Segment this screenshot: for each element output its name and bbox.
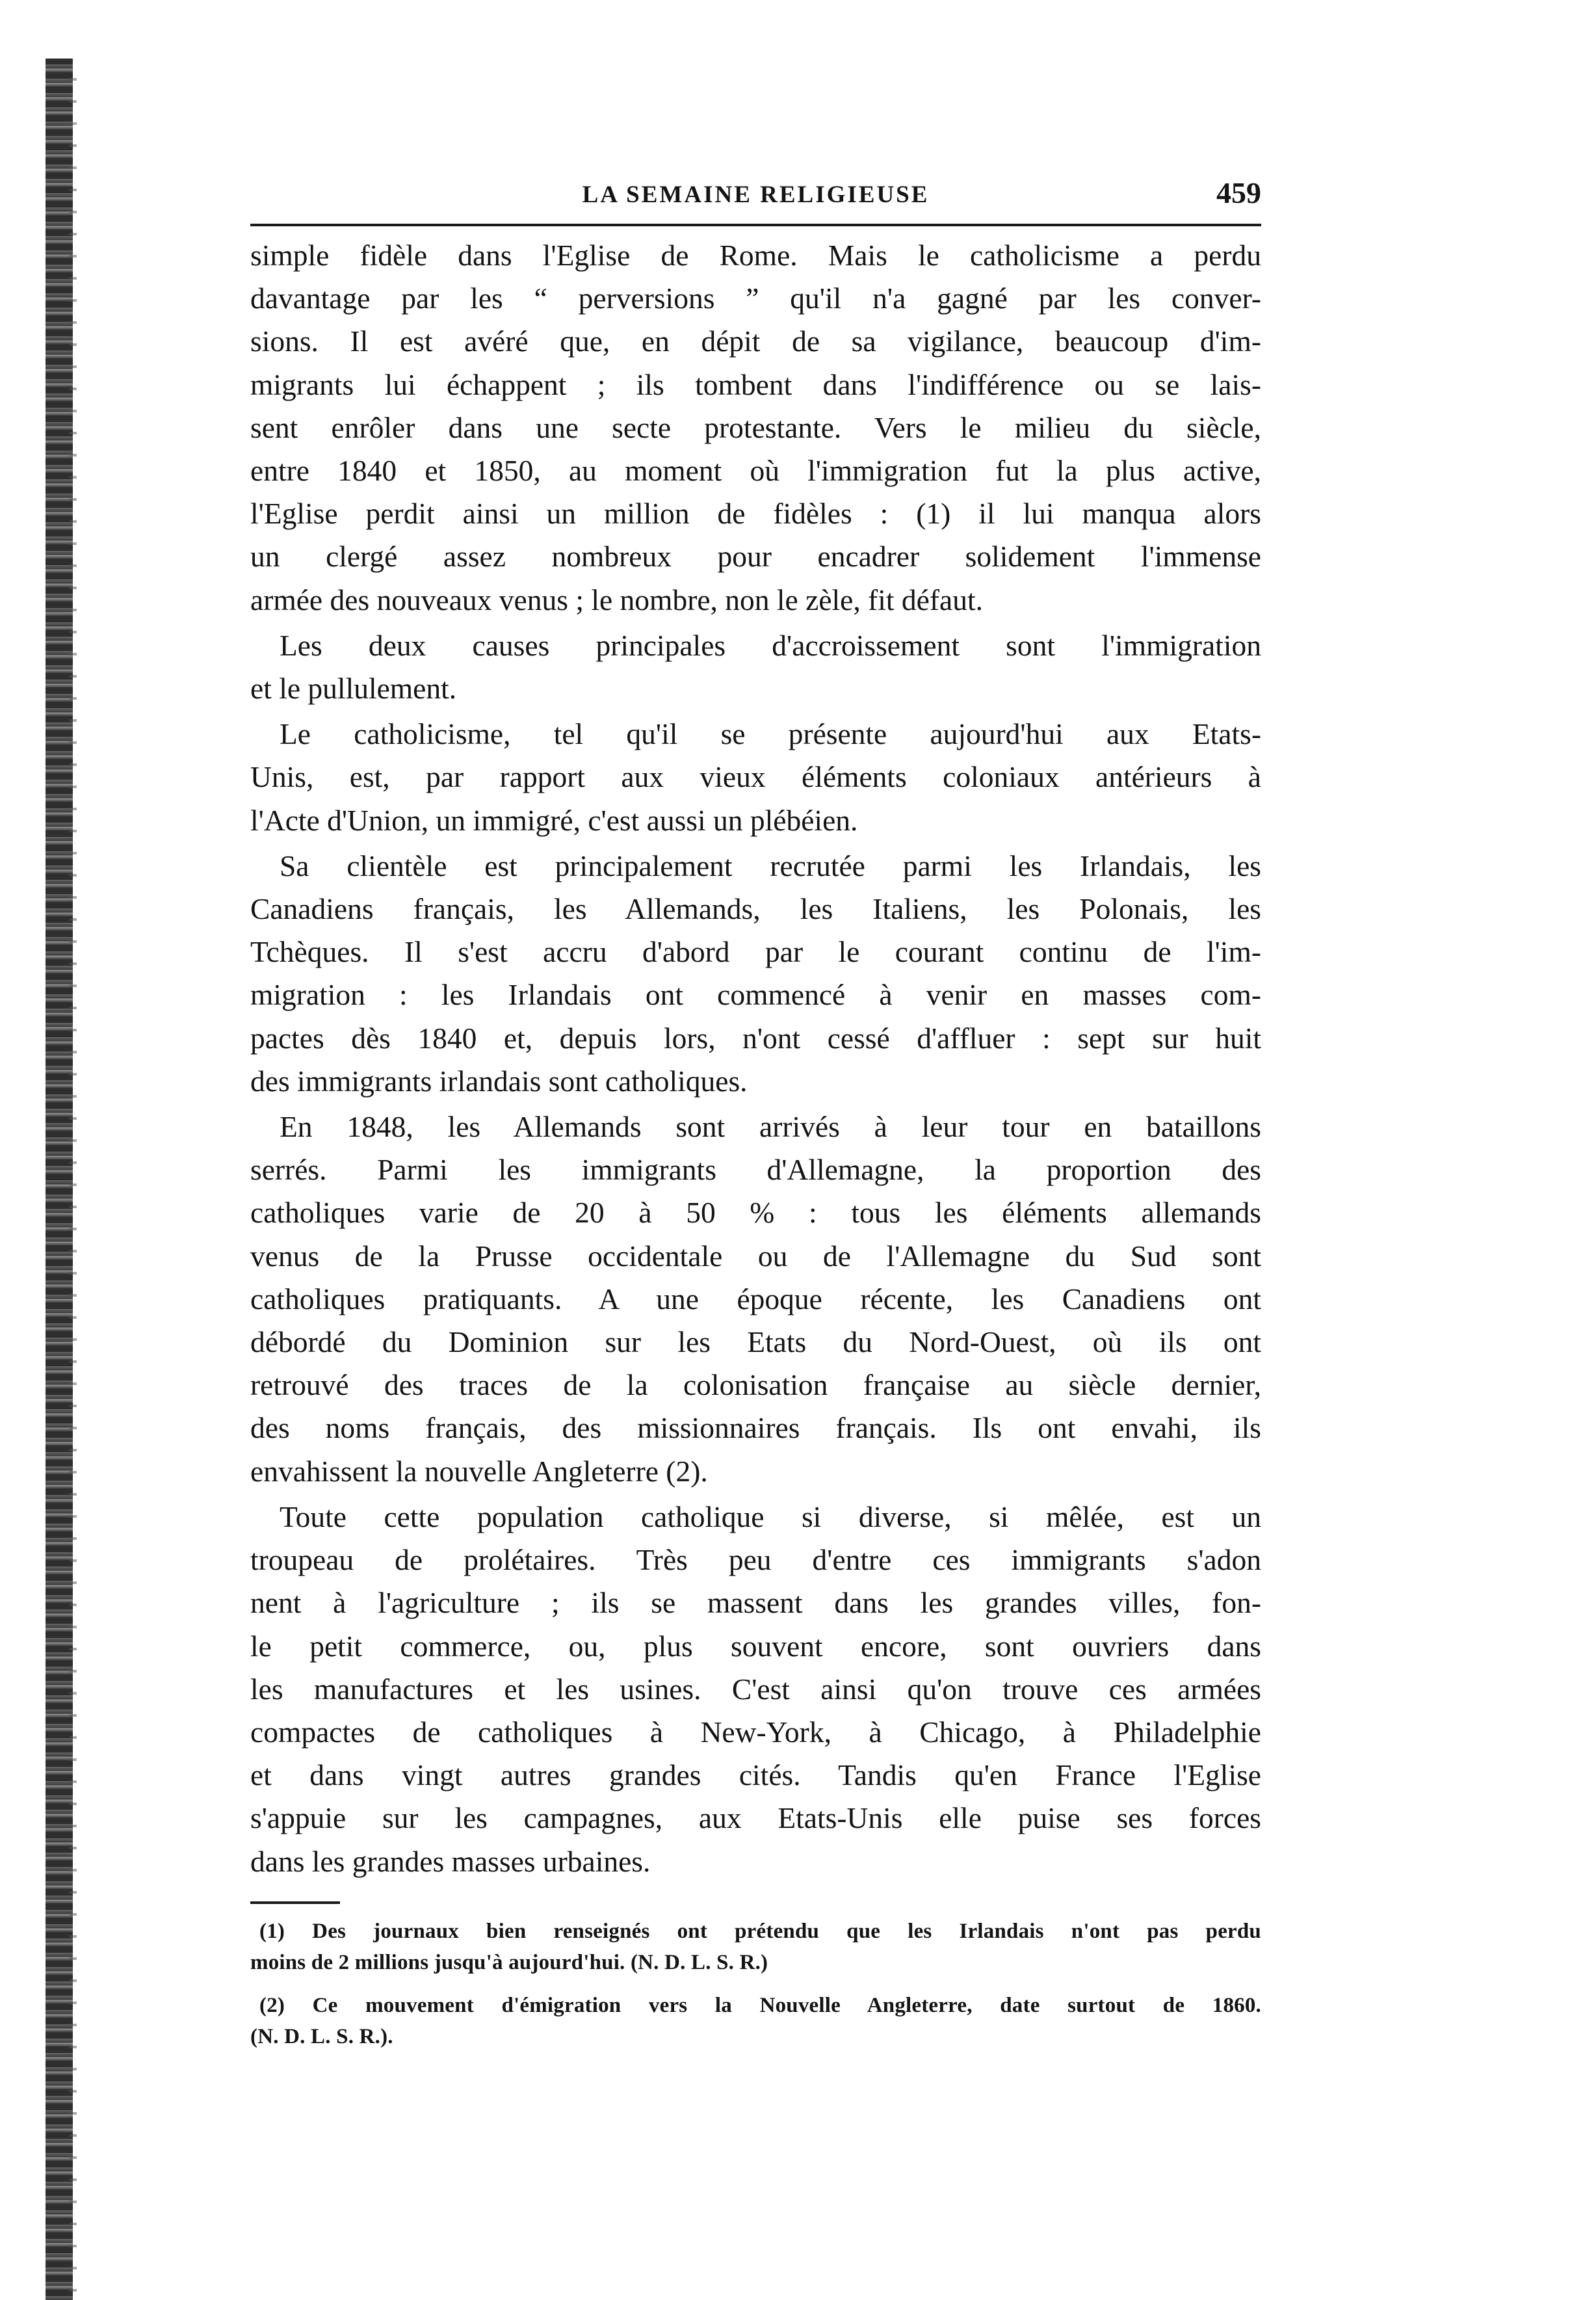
text-line: venus de la Prusse occidentale ou de l'Allemagne du Sud sont (250, 1239, 1261, 1273)
text-line: sent enrôler dans une secte protestante. Vers le milieu du siècle, (250, 410, 1261, 444)
text-line: pactes dès 1840 et, depuis lors, n'ont cessé d'affluer : sept sur huit (250, 1021, 1261, 1055)
text-line: le petit commerce, ou, plus souvent encore, sont ouvriers dans (250, 1629, 1261, 1663)
footnote-rule (250, 1901, 340, 1904)
text-line: dans les grandes masses urbaines. (250, 1844, 651, 1878)
text-line: et dans vingt autres grandes cités. Tandis qu'en France l'Eglise (250, 1758, 1261, 1792)
paragraph-3 (250, 713, 1261, 842)
page-binding-edge (46, 59, 73, 2300)
text-line: simple fidèle dans l'Eglise de Rome. Mais le catholicisme a perdu (250, 239, 1261, 272)
text-line: Les deux causes principales d'accroissement sont l'immigration (280, 628, 1261, 662)
text-line: catholiques pratiquants. A une époque récente, les Canadiens ont (250, 1282, 1261, 1315)
running-header (250, 176, 1261, 216)
text-line: les manufactures et les usines. C'est ainsi qu'on trouve ces armées (250, 1672, 1261, 1706)
text-line: des noms français, des missionnaires français. Ils ont envahi, ils (250, 1411, 1261, 1445)
footnote-2 (250, 1990, 1261, 2052)
body-text (250, 234, 1261, 1883)
text-line: l'Acte d'Union, un immigré, c'est aussi un plébéien. (250, 803, 858, 837)
text-line: davantage par les “ perversions ” qu'il n'a gagné par les conver- (250, 282, 1261, 315)
footnote-line: (N. D. L. S. R.). (250, 2024, 393, 2048)
paragraph-2 (250, 624, 1261, 710)
footnote-line: moins de 2 millions jusqu'à aujourd'hui. (N. D. L. S. R.) (250, 1950, 768, 1974)
running-title: LA SEMAINE RELIGIEUSE (582, 181, 930, 208)
text-line: envahissent la nouvelle Angleterre (2). (250, 1454, 708, 1488)
text-line: s'appuie sur les campagnes, aux Etats-Unis elle puise ses forces (250, 1801, 1261, 1835)
text-line: entre 1840 et 1850, au moment où l'immigration fut la plus active, (250, 454, 1261, 488)
text-line: retrouvé des traces de la colonisation française au siècle dernier, (250, 1368, 1261, 1402)
text-line: nent à l'agriculture ; ils se massent dans les grandes villes, fon- (250, 1586, 1261, 1620)
document-page (250, 176, 1261, 2064)
text-line: l'Eglise perdit ainsi un million de fidèles : (1) il lui manqua alors (250, 497, 1261, 531)
text-line: des immigrants irlandais sont catholiques. (250, 1064, 748, 1098)
text-line: Tchèques. Il s'est accru d'abord par le courant continu de l'im- (250, 935, 1261, 969)
paragraph-1 (250, 234, 1261, 622)
text-line: Unis, est, par rapport aux vieux éléments coloniaux antérieurs à (250, 760, 1261, 794)
footnote-line: (1) Des journaux bien renseignés ont prétendu que les Irlandais n'ont pas perdu (259, 1919, 1261, 1943)
text-line: migrants lui échappent ; ils tombent dans l'indifférence ou se lais- (250, 367, 1261, 401)
text-line: compactes de catholiques à New-York, à Chicago, à Philadelphie (250, 1715, 1261, 1749)
text-line: Le catholicisme, tel qu'il se présente aujourd'hui aux Etats- (280, 717, 1261, 751)
text-line: troupeau de prolétaires. Très peu d'entre ces immigrants s'adon (250, 1543, 1261, 1577)
text-line: catholiques varie de 20 à 50 % : tous les éléments allemands (250, 1196, 1261, 1230)
text-line: Canadiens français, les Allemands, les Italiens, les Polonais, les (250, 892, 1261, 926)
text-line: Toute cette population catholique si diverse, si mêlée, est un (280, 1500, 1261, 1533)
paragraph-5 (250, 1105, 1261, 1493)
page-number: 459 (1216, 176, 1261, 209)
text-line: un clergé assez nombreux pour encadrer solidement l'immense (250, 540, 1261, 574)
text-line: débordé du Dominion sur les Etats du Nord-Ouest, où ils ont (250, 1325, 1261, 1359)
footnote-1 (250, 1916, 1261, 1978)
text-line: En 1848, les Allemands sont arrivés à leur tour en bataillons (280, 1110, 1261, 1144)
text-line: et le pullulement. (250, 672, 457, 706)
footnotes (250, 1916, 1261, 2052)
text-line: armée des nouveaux venus ; le nombre, non le zèle, fit défaut. (250, 583, 983, 616)
text-line: migration : les Irlandais ont commencé à venir en masses com- (250, 978, 1261, 1012)
paragraph-4 (250, 845, 1261, 1103)
text-line: Sa clientèle est principalement recrutée parmi les Irlandais, les (280, 849, 1261, 882)
text-line: sions. Il est avéré que, en dépit de sa vigilance, beaucoup d'im- (250, 324, 1261, 358)
paragraph-6 (250, 1496, 1261, 1883)
text-line: serrés. Parmi les immigrants d'Allemagne, la proportion des (250, 1153, 1261, 1187)
header-rule (250, 224, 1261, 226)
footnote-line: (2) Ce mouvement d'émigration vers la Nouvelle Angleterre, date surtout de 1860. (259, 1993, 1261, 2017)
